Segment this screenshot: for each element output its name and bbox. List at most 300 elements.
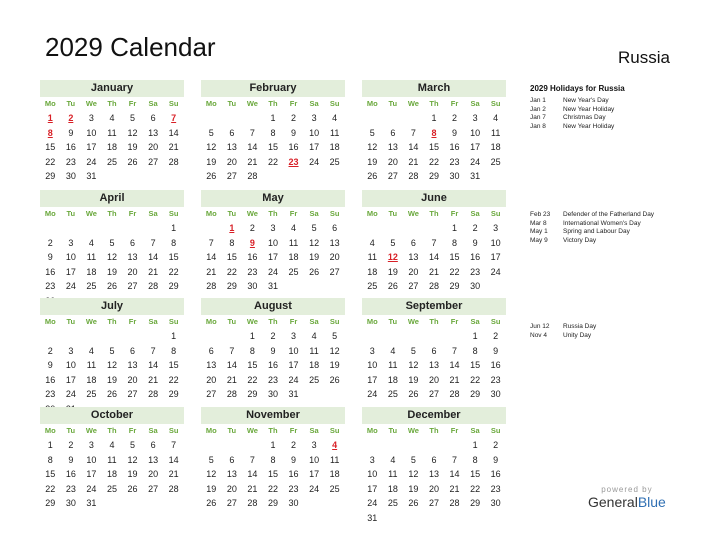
day-cell: 30: [65, 498, 76, 508]
day-cell: 15: [247, 360, 258, 370]
day-cell: 9: [472, 237, 478, 248]
day-cell: 22: [470, 483, 481, 494]
day-cell: 2: [68, 440, 74, 450]
month-header: February: [201, 80, 345, 97]
day-cell: 24: [367, 389, 378, 399]
weekday-label: We: [246, 209, 258, 218]
day-cell: 15: [45, 469, 56, 479]
day-cell: 17: [367, 374, 378, 385]
weekday-label: Mo: [366, 317, 378, 326]
day-cell: 3: [68, 237, 74, 248]
country-name: Russia: [618, 48, 670, 67]
day-cell: 2: [291, 440, 297, 450]
day-cell: 13: [127, 252, 138, 262]
weekday-label: We: [407, 317, 419, 326]
day-cell: 10: [267, 237, 278, 248]
weekday-label: We: [85, 426, 97, 435]
day-cell: 21: [449, 374, 460, 385]
month-august: [201, 298, 345, 402]
day-grid: [40, 207, 184, 308]
day-cell: 24: [309, 483, 320, 494]
weekday-label: Tu: [388, 317, 398, 326]
day-cell: 29: [470, 389, 481, 399]
holiday-row: [530, 211, 705, 220]
day-cell: 27: [408, 281, 419, 291]
empty-cell: [222, 329, 243, 344]
day-cell: 26: [206, 498, 217, 508]
weekday-label: Th: [429, 209, 439, 218]
day-cell: 7: [229, 345, 235, 356]
day-cell: 7: [249, 454, 255, 465]
day-cell: 4: [88, 237, 94, 248]
day-cell: 21: [168, 142, 179, 152]
holiday-date: 12: [387, 252, 398, 262]
empty-cell: [222, 438, 243, 453]
holiday-row-name: Spring and Labour Day: [563, 228, 630, 235]
day-cell: 8: [270, 127, 276, 138]
day-cell: 29: [247, 389, 258, 399]
weekday-label: Sa: [470, 99, 480, 108]
day-cell: 21: [247, 156, 258, 167]
holiday-date: 1: [47, 113, 53, 123]
day-grid: [40, 315, 184, 416]
day-cell: 7: [208, 237, 214, 248]
day-cell: 11: [367, 252, 377, 262]
day-cell: 20: [127, 266, 138, 277]
weekday-label: Tu: [66, 317, 76, 326]
day-cell: 28: [247, 171, 258, 181]
weekday-label: Sa: [309, 209, 319, 218]
day-cell: 7: [150, 345, 156, 356]
day-cell: 19: [408, 483, 419, 494]
day-cell: 28: [206, 281, 217, 291]
month-march: [362, 80, 506, 184]
day-cell: 22: [428, 156, 439, 167]
holiday-list-title: 2029 Holidays for Russia: [530, 84, 625, 93]
day-cell: 24: [65, 281, 76, 291]
day-cell: 13: [127, 360, 138, 370]
weekday-label: Tu: [66, 209, 76, 218]
day-cell: 10: [470, 127, 481, 138]
weekday-label: Th: [107, 209, 117, 218]
weekday-label: Fr: [128, 209, 137, 218]
weekday-label: We: [85, 317, 97, 326]
day-cell: 26: [329, 374, 340, 385]
day-cell: 22: [45, 483, 56, 494]
empty-cell: [362, 438, 383, 453]
day-cell: 14: [168, 454, 179, 465]
holiday-row-name: Unity Day: [563, 331, 592, 339]
day-cell: 31: [86, 498, 97, 508]
day-cell: 31: [267, 281, 278, 291]
weekday-label: We: [407, 99, 419, 108]
day-cell: 14: [148, 360, 159, 370]
day-cell: 13: [408, 252, 419, 262]
holiday-date: 7: [171, 113, 177, 123]
weekday-label: Su: [329, 426, 340, 435]
weekday-label: Su: [329, 99, 340, 108]
holiday-row: [530, 220, 705, 229]
day-cell: 12: [329, 345, 340, 356]
weekday-label: Su: [329, 317, 340, 326]
day-grid: [201, 424, 345, 511]
empty-cell: [201, 221, 222, 236]
holiday-row: [530, 323, 705, 332]
empty-cell: [383, 329, 404, 344]
weekday-label: We: [85, 99, 97, 108]
empty-cell: [102, 329, 123, 344]
day-cell: 24: [288, 374, 299, 385]
day-cell: 4: [109, 113, 115, 123]
empty-cell: [242, 111, 263, 126]
day-cell: 21: [428, 266, 439, 277]
weekday-label: Sa: [470, 426, 480, 435]
day-cell: 16: [45, 266, 56, 277]
day-cell: 13: [226, 469, 237, 479]
day-cell: 30: [490, 389, 501, 399]
day-cell: 6: [229, 454, 235, 465]
day-cell: 18: [329, 142, 340, 152]
day-cell: 1: [270, 113, 276, 123]
holiday-group: [530, 84, 705, 131]
day-cell: 16: [490, 360, 501, 370]
day-cell: 28: [408, 171, 419, 181]
holiday-row-date: Jan 7: [530, 114, 546, 121]
day-cell: 29: [45, 498, 56, 508]
day-cell: 8: [452, 237, 458, 248]
holiday-row: [530, 123, 705, 132]
day-cell: 22: [267, 483, 278, 494]
day-cell: 28: [226, 389, 237, 399]
day-cell: 26: [367, 171, 378, 181]
day-cell: 9: [270, 345, 276, 356]
day-cell: 28: [247, 498, 258, 508]
brand-name: [588, 494, 666, 510]
day-cell: 20: [226, 483, 237, 494]
day-cell: 3: [369, 454, 375, 465]
day-cell: 20: [206, 374, 217, 385]
day-cell: 4: [332, 113, 338, 123]
day-cell: 12: [106, 360, 117, 370]
day-cell: 18: [106, 469, 117, 479]
day-cell: 5: [410, 345, 416, 356]
day-grid: [201, 207, 345, 294]
day-cell: 14: [168, 127, 179, 138]
day-cell: 17: [267, 252, 278, 262]
empty-cell: [201, 329, 222, 344]
day-cell: 13: [148, 454, 159, 465]
day-cell: 14: [226, 360, 237, 370]
holiday-row-date: Jan 2: [530, 105, 546, 113]
weekday-label: Fr: [128, 426, 137, 435]
day-cell: 20: [148, 469, 159, 479]
day-cell: 26: [127, 156, 138, 167]
day-cell: 24: [86, 483, 97, 494]
day-cell: 15: [267, 469, 278, 479]
day-cell: 23: [288, 483, 299, 494]
day-cell: 18: [309, 360, 320, 370]
powered-by-text: powered by: [601, 485, 653, 494]
weekday-label: Tu: [388, 209, 398, 218]
day-cell: 27: [329, 266, 340, 277]
day-cell: 10: [367, 360, 378, 370]
day-cell: 27: [148, 156, 159, 167]
day-cell: 24: [470, 156, 481, 167]
weekday-label: Th: [429, 426, 439, 435]
day-cell: 27: [387, 171, 398, 181]
day-cell: 14: [247, 469, 258, 479]
day-cell: 6: [229, 127, 235, 138]
day-cell: 12: [127, 454, 138, 465]
day-cell: 2: [472, 223, 478, 233]
day-cell: 11: [388, 360, 398, 370]
day-cell: 12: [309, 237, 320, 248]
day-cell: 9: [47, 360, 53, 370]
weekday-label: Tu: [66, 99, 76, 108]
day-cell: 20: [226, 156, 237, 167]
weekday-label: Fr: [450, 426, 459, 435]
day-cell: 8: [171, 237, 177, 248]
day-cell: 27: [226, 498, 237, 508]
weekday-label: Th: [107, 99, 117, 108]
weekday-label: Th: [268, 209, 278, 218]
day-cell: 18: [367, 266, 378, 277]
day-cell: 18: [387, 374, 398, 385]
day-cell: 1: [171, 331, 177, 341]
weekday-label: Su: [168, 209, 179, 218]
day-cell: 9: [68, 454, 74, 465]
day-cell: 16: [247, 252, 258, 262]
day-cell: 5: [390, 237, 396, 248]
day-cell: 29: [267, 498, 278, 508]
day-cell: 21: [247, 483, 258, 494]
day-cell: 13: [387, 142, 398, 152]
day-cell: 8: [472, 454, 478, 465]
day-cell: 30: [470, 281, 481, 291]
day-cell: 2: [452, 113, 458, 123]
month-september: [362, 298, 506, 402]
empty-cell: [102, 221, 123, 236]
day-cell: 20: [408, 266, 419, 277]
day-cell: 4: [291, 223, 297, 233]
day-cell: 13: [428, 360, 439, 370]
weekday-label: Mo: [205, 426, 217, 435]
holiday-row-name: Victory Day: [563, 236, 597, 244]
day-cell: 8: [229, 237, 235, 248]
day-cell: 26: [206, 171, 217, 181]
holiday-date: 23: [288, 156, 299, 167]
month-october: [40, 407, 184, 511]
day-cell: 5: [410, 454, 416, 465]
weekday-label: Sa: [148, 317, 158, 326]
day-cell: 19: [206, 156, 217, 167]
empty-cell: [40, 221, 61, 236]
month-header: July: [40, 298, 184, 315]
day-cell: 5: [311, 223, 317, 233]
day-cell: 15: [45, 142, 56, 152]
weekday-label: Th: [268, 426, 278, 435]
brand-logo: [588, 485, 666, 510]
day-cell: 13: [226, 142, 237, 152]
day-cell: 18: [86, 374, 97, 385]
month-january: [40, 80, 184, 184]
day-cell: 12: [206, 142, 217, 152]
month-header: September: [362, 298, 506, 315]
day-cell: 27: [226, 171, 237, 181]
day-cell: 4: [88, 345, 94, 356]
day-cell: 28: [428, 281, 439, 291]
day-cell: 28: [168, 483, 179, 494]
weekday-label: Su: [490, 209, 501, 218]
day-cell: 28: [449, 498, 460, 508]
day-cell: 30: [247, 281, 258, 291]
holiday-row-date: Mar 8: [530, 219, 547, 227]
holiday-group: [530, 323, 705, 340]
day-cell: 17: [65, 266, 76, 277]
empty-cell: [81, 221, 102, 236]
day-cell: 10: [65, 252, 76, 262]
day-cell: 24: [86, 156, 97, 167]
day-cell: 28: [148, 389, 159, 399]
month-may: [201, 190, 345, 294]
day-cell: 1: [249, 331, 255, 341]
day-cell: 30: [449, 171, 460, 181]
weekday-label: Th: [429, 99, 439, 108]
day-cell: 18: [86, 266, 97, 277]
weekday-label: Fr: [289, 99, 298, 108]
day-cell: 25: [387, 389, 398, 399]
day-cell: 27: [148, 483, 159, 494]
month-december: [362, 407, 506, 525]
day-cell: 24: [267, 266, 278, 277]
holiday-row: [530, 114, 705, 123]
day-cell: 11: [388, 469, 398, 479]
day-cell: 1: [472, 331, 478, 341]
empty-cell: [424, 221, 445, 236]
day-cell: 9: [452, 127, 458, 138]
day-cell: 3: [311, 113, 317, 123]
day-cell: 15: [168, 360, 179, 370]
weekday-label: Fr: [450, 317, 459, 326]
day-cell: 13: [329, 237, 340, 248]
day-cell: 23: [65, 483, 76, 494]
holiday-date: 8: [431, 127, 437, 138]
day-cell: 28: [449, 389, 460, 399]
day-cell: 17: [65, 374, 76, 385]
day-cell: 10: [65, 360, 76, 370]
day-cell: 25: [387, 498, 398, 508]
empty-cell: [201, 438, 222, 453]
weekday-label: Su: [168, 426, 179, 435]
day-cell: 16: [490, 469, 501, 479]
empty-cell: [242, 438, 263, 453]
holiday-row-name: New Year Holiday: [563, 122, 615, 130]
day-cell: 23: [449, 156, 460, 167]
day-cell: 27: [127, 281, 138, 291]
day-grid: [362, 315, 506, 402]
holiday-row: [530, 228, 705, 237]
day-cell: 5: [208, 127, 214, 138]
day-cell: 29: [168, 281, 179, 291]
day-cell: 17: [86, 469, 97, 479]
weekday-label: Mo: [205, 99, 217, 108]
weekday-label: Sa: [309, 317, 319, 326]
day-cell: 7: [431, 237, 437, 248]
holiday-date: 8: [47, 127, 53, 138]
empty-cell: [403, 438, 424, 453]
holiday-date: 4: [332, 440, 338, 450]
holiday-row-name: Russia Day: [563, 323, 597, 330]
day-cell: 4: [390, 345, 396, 356]
day-cell: 11: [107, 127, 117, 138]
weekday-label: We: [407, 426, 419, 435]
day-grid: [362, 207, 506, 294]
day-cell: 26: [106, 281, 117, 291]
empty-cell: [403, 221, 424, 236]
month-april: [40, 190, 184, 308]
day-cell: 10: [86, 127, 97, 138]
day-cell: 1: [171, 223, 177, 233]
day-cell: 5: [109, 237, 115, 248]
day-cell: 15: [226, 252, 237, 262]
day-cell: 7: [452, 454, 458, 465]
day-cell: 17: [288, 360, 299, 370]
weekday-label: Fr: [289, 209, 298, 218]
holiday-date: 9: [249, 237, 255, 248]
empty-cell: [122, 329, 143, 344]
day-cell: 11: [86, 252, 97, 262]
holiday-row: [530, 332, 705, 341]
day-grid: [362, 424, 506, 525]
day-cell: 26: [408, 498, 419, 508]
day-cell: 3: [291, 331, 297, 341]
day-cell: 16: [65, 142, 76, 152]
holiday-row-date: Jun 12: [530, 323, 550, 330]
empty-cell: [222, 111, 243, 126]
day-cell: 11: [288, 237, 299, 248]
day-cell: 23: [267, 374, 278, 385]
day-cell: 23: [490, 374, 501, 385]
day-cell: 20: [148, 142, 159, 152]
day-cell: 5: [130, 440, 136, 450]
brand-name-part2: Blue: [637, 494, 666, 510]
day-cell: 31: [367, 512, 378, 523]
day-cell: 13: [206, 360, 217, 370]
day-cell: 14: [247, 142, 258, 152]
empty-cell: [201, 111, 222, 126]
weekday-label: Su: [490, 99, 501, 108]
day-cell: 10: [288, 345, 299, 356]
day-cell: 1: [431, 113, 437, 123]
weekday-label: Th: [268, 99, 278, 108]
day-cell: 19: [206, 483, 217, 494]
day-cell: 12: [408, 469, 419, 479]
day-cell: 3: [369, 345, 375, 356]
month-july: [40, 298, 184, 416]
weekday-label: Fr: [128, 317, 137, 326]
day-cell: 15: [428, 142, 439, 152]
day-cell: 6: [130, 345, 136, 356]
month-header: March: [362, 80, 506, 97]
day-cell: 31: [288, 389, 299, 399]
weekday-label: Sa: [148, 99, 158, 108]
day-cell: 18: [387, 483, 398, 494]
day-cell: 15: [168, 252, 179, 262]
day-cell: 19: [309, 252, 320, 262]
day-cell: 9: [493, 454, 499, 465]
day-cell: 21: [148, 374, 159, 385]
day-cell: 19: [127, 469, 138, 479]
